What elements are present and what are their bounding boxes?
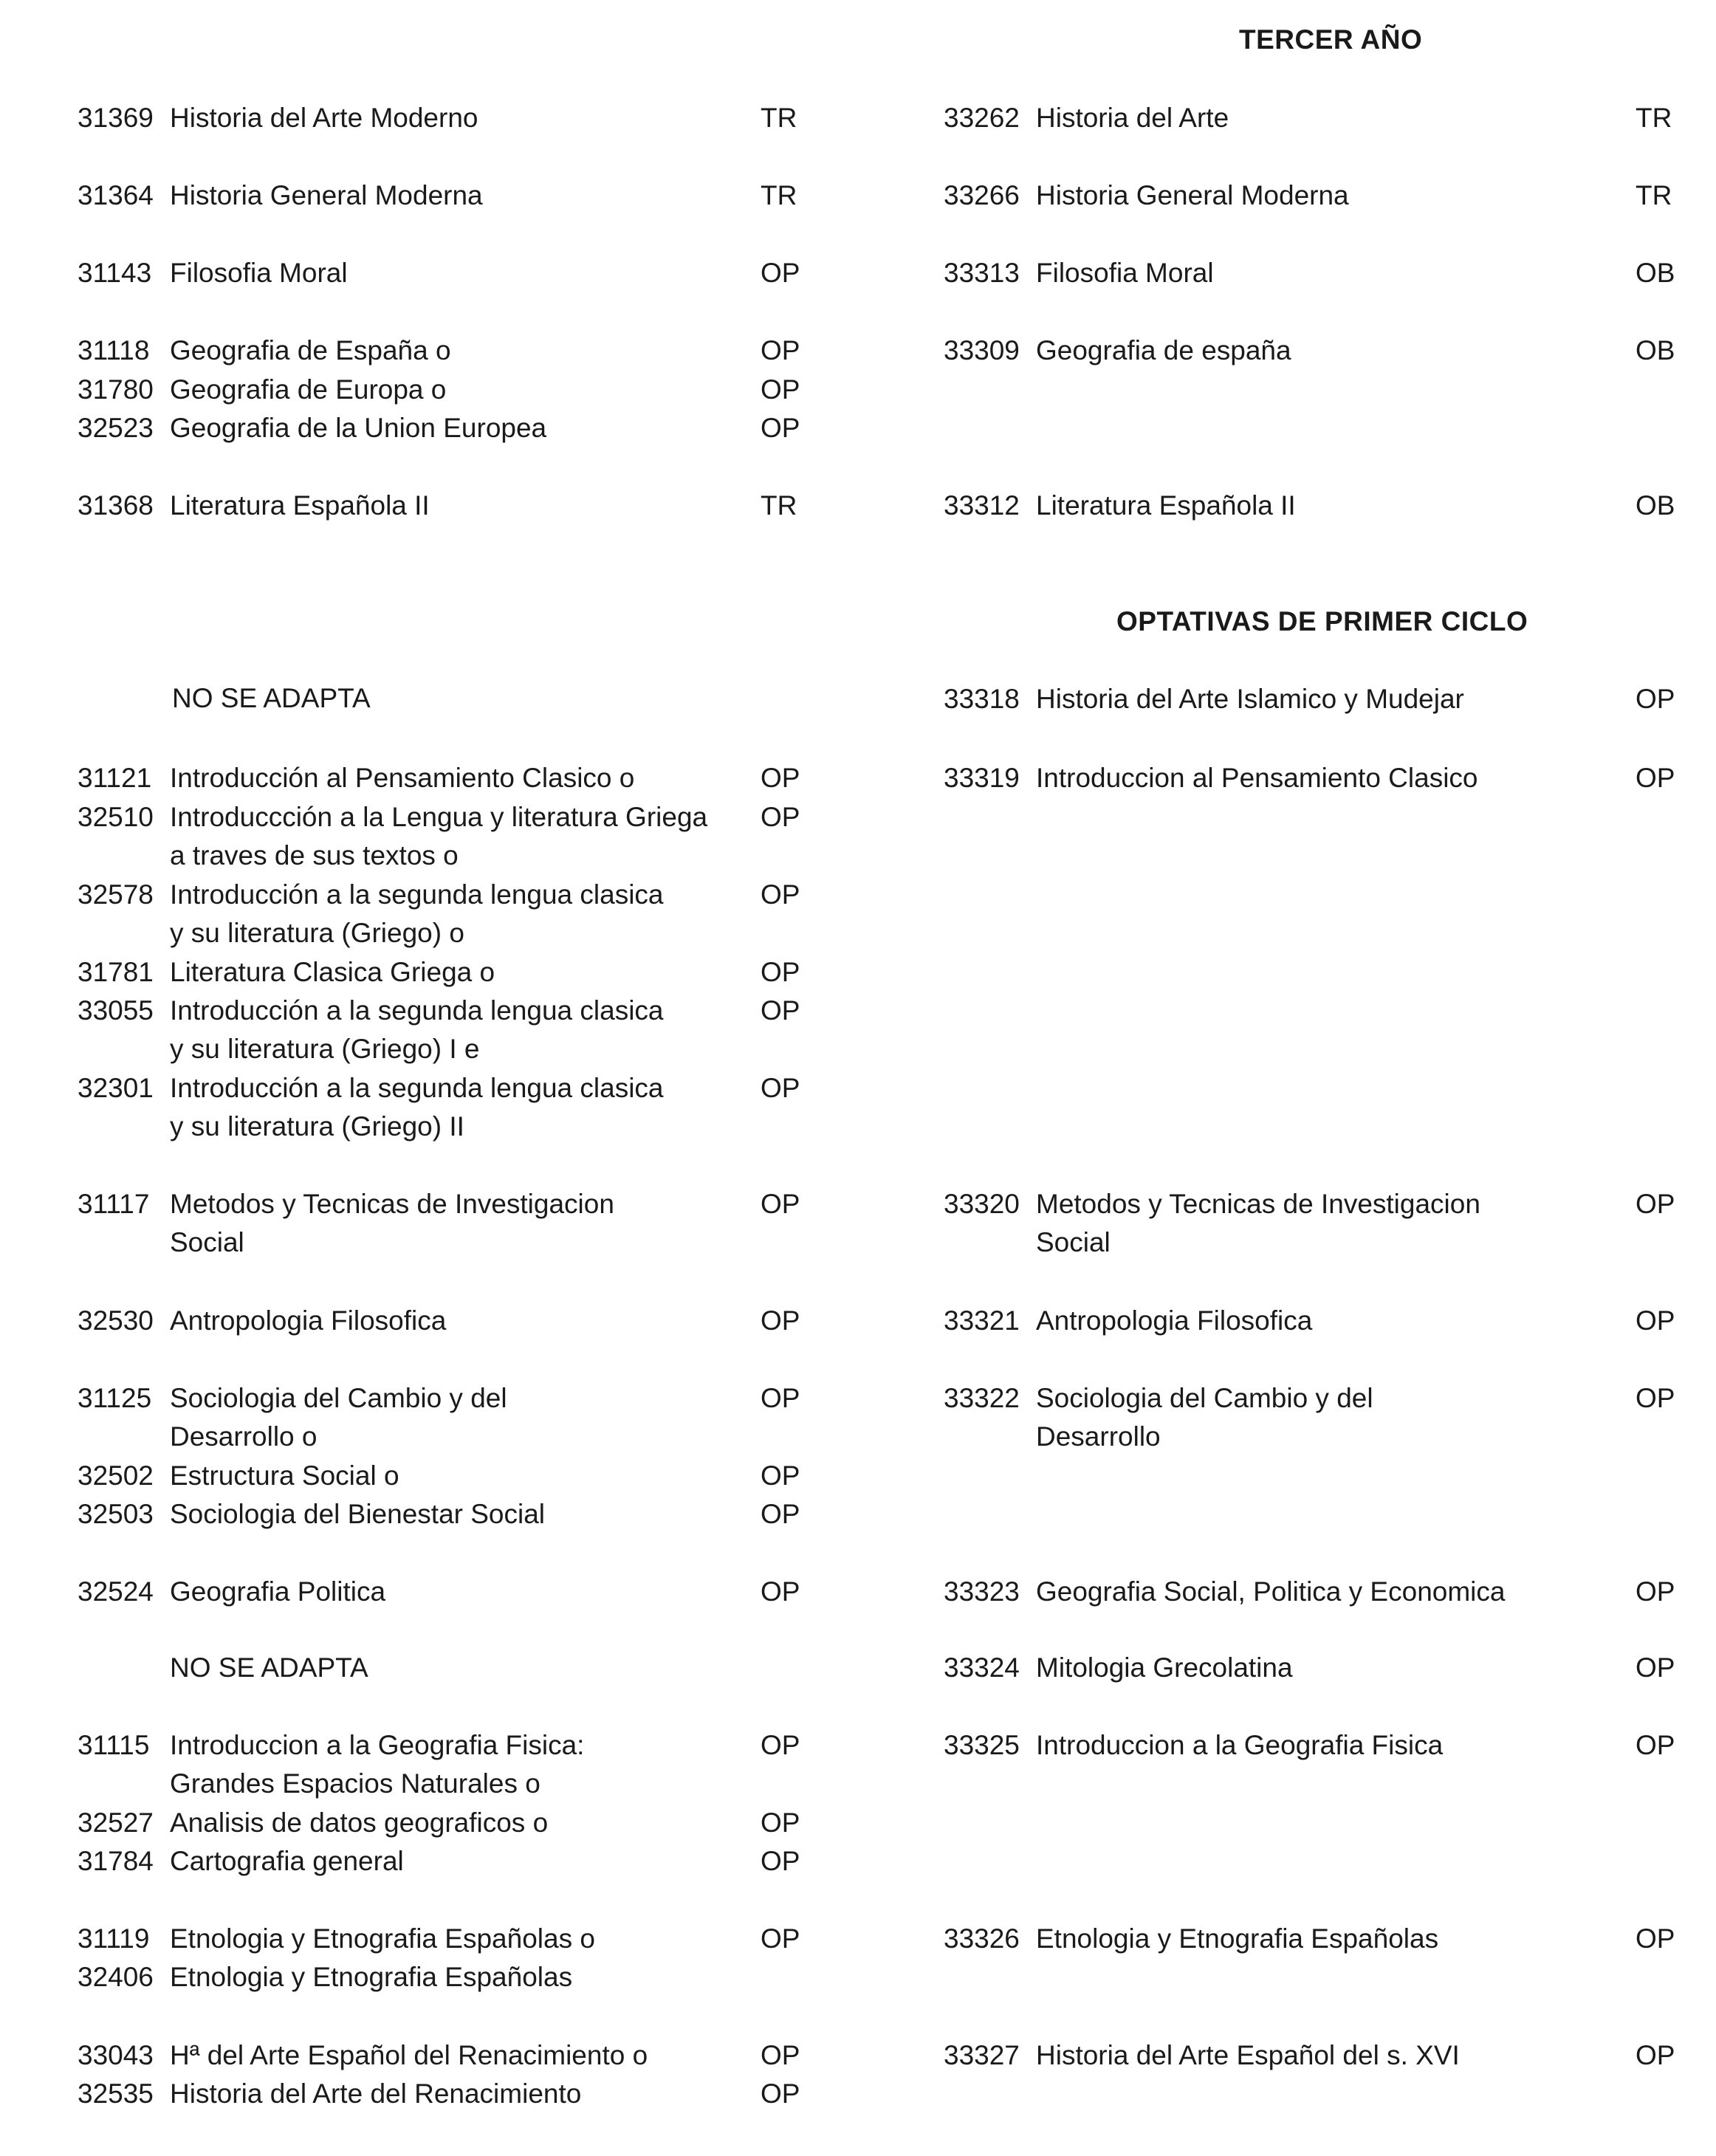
- course-title: Introducción a la segunda lengua clasica: [170, 1073, 664, 1103]
- course-type: OP: [761, 413, 800, 443]
- course-code: 32578: [78, 879, 154, 910]
- note-no-se-adapta: NO SE ADAPTA: [172, 683, 371, 713]
- course-code: 32406: [78, 1962, 154, 1992]
- course-title: Introduccion a la Geografia Fisica:: [170, 1730, 585, 1760]
- course-title: Sociologia del Bienestar Social: [170, 1499, 546, 1529]
- heading-tercer-ano: TERCER AÑO: [1239, 24, 1423, 55]
- course-title: Introducción al Pensamiento Clasico o: [170, 763, 635, 793]
- course-code: 31368: [78, 490, 154, 521]
- course-code: 33327: [944, 2040, 1020, 2070]
- course-type: OP: [1636, 2040, 1675, 2070]
- course-title: Introduccción a la Lengua y literatura Griega: [170, 802, 708, 832]
- course-code: 31364: [78, 180, 154, 210]
- course-type: OP: [761, 802, 800, 832]
- course-code: 33322: [944, 1383, 1020, 1413]
- course-type: OP: [761, 1499, 800, 1529]
- course-title: Literatura Clasica Griega o: [170, 957, 495, 987]
- course-code: 33043: [78, 2040, 154, 2070]
- course-title: Sociologia del Cambio y del: [1036, 1383, 1373, 1413]
- course-title: y su literatura (Griego) II: [170, 1111, 464, 1141]
- course-title: Geografia de España o: [170, 335, 451, 365]
- course-type: OP: [761, 1189, 800, 1219]
- course-title: Grandes Espacios Naturales o: [170, 1768, 540, 1799]
- course-title: y su literatura (Griego) o: [170, 918, 464, 948]
- course-title: Geografia Politica: [170, 1576, 386, 1607]
- course-code: 32524: [78, 1576, 154, 1607]
- course-title: Desarrollo: [1036, 1421, 1161, 1452]
- course-type: TR: [1636, 103, 1672, 133]
- course-type: OP: [1636, 1383, 1675, 1413]
- course-title: Mitologia Grecolatina: [1036, 1652, 1293, 1683]
- course-title: Metodos y Tecnicas de Investigacion: [170, 1189, 614, 1219]
- course-type: OP: [761, 995, 800, 1026]
- course-type: OP: [761, 957, 800, 987]
- course-type: OP: [761, 2078, 800, 2109]
- course-type: OP: [1636, 1923, 1675, 1954]
- course-code: 33325: [944, 1730, 1020, 1760]
- course-title: Desarrollo o: [170, 1421, 318, 1452]
- course-code: 32503: [78, 1499, 154, 1529]
- course-title: Estructura Social o: [170, 1460, 399, 1491]
- heading-optativas-primer-ciclo: OPTATIVAS DE PRIMER CICLO: [1116, 606, 1528, 636]
- course-code: 33320: [944, 1189, 1020, 1219]
- course-title: Etnologia y Etnografia Españolas: [170, 1962, 573, 1992]
- course-code: 33309: [944, 335, 1020, 365]
- course-code: 31781: [78, 957, 154, 987]
- course-code: 31780: [78, 374, 154, 405]
- course-title: Geografia de Europa o: [170, 374, 447, 405]
- course-type: OP: [761, 1576, 800, 1607]
- course-code: 33323: [944, 1576, 1020, 1607]
- course-type: OP: [761, 879, 800, 910]
- course-type: OB: [1636, 258, 1675, 288]
- course-title: Historia del Arte Español del s. XVI: [1036, 2040, 1460, 2070]
- course-type: OP: [761, 1730, 800, 1760]
- course-code: 33324: [944, 1652, 1020, 1683]
- course-code: 33326: [944, 1923, 1020, 1954]
- course-title: Social: [170, 1227, 244, 1257]
- course-title: Antropologia Filosofica: [1036, 1305, 1313, 1336]
- course-type: OP: [1636, 1576, 1675, 1607]
- course-type: TR: [761, 180, 797, 210]
- course-type: OP: [761, 335, 800, 365]
- note-no-se-adapta: NO SE ADAPTA: [170, 1652, 368, 1683]
- course-title: Filosofia Moral: [1036, 258, 1214, 288]
- course-type: OP: [761, 2040, 800, 2070]
- course-title: Introduccion a la Geografia Fisica: [1036, 1730, 1444, 1760]
- course-code: 32527: [78, 1807, 154, 1838]
- course-code: 32301: [78, 1073, 154, 1103]
- course-title: Historia del Arte Moderno: [170, 103, 478, 133]
- course-title: Antropologia Filosofica: [170, 1305, 447, 1336]
- course-code: 31115: [78, 1730, 150, 1760]
- course-title: Historia General Moderna: [1036, 180, 1349, 210]
- course-title: Etnologia y Etnografia Españolas o: [170, 1923, 595, 1954]
- course-type: OP: [1636, 684, 1675, 714]
- course-type: OB: [1636, 490, 1675, 521]
- course-code: 33312: [944, 490, 1020, 521]
- course-type: OP: [1636, 1305, 1675, 1336]
- course-code: 32510: [78, 802, 154, 832]
- course-type: OP: [761, 1305, 800, 1336]
- course-title: Introducción a la segunda lengua clasica: [170, 995, 664, 1026]
- course-type: OP: [761, 1073, 800, 1103]
- course-type: OP: [1636, 1189, 1675, 1219]
- course-title: Introduccion al Pensamiento Clasico: [1036, 763, 1478, 793]
- course-title: Geografia de la Union Europea: [170, 413, 547, 443]
- course-type: OP: [761, 1846, 800, 1876]
- course-code: 31369: [78, 103, 154, 133]
- course-type: OP: [761, 1923, 800, 1954]
- course-type: OP: [761, 374, 800, 405]
- course-code: 33318: [944, 684, 1020, 714]
- course-code: 32530: [78, 1305, 154, 1336]
- course-title: Historia del Arte del Renacimiento: [170, 2078, 582, 2109]
- course-title: Etnologia y Etnografia Españolas: [1036, 1923, 1439, 1954]
- course-code: 31117: [78, 1189, 150, 1219]
- course-code: 33321: [944, 1305, 1020, 1336]
- course-code: 32502: [78, 1460, 154, 1491]
- course-title: Introducción a la segunda lengua clasica: [170, 879, 664, 910]
- course-code: 31125: [78, 1383, 152, 1413]
- course-title: Metodos y Tecnicas de Investigacion: [1036, 1189, 1480, 1219]
- course-title: Filosofia Moral: [170, 258, 348, 288]
- course-type: OB: [1636, 335, 1675, 365]
- course-title: Historia del Arte: [1036, 103, 1229, 133]
- course-type: OP: [1636, 1652, 1675, 1683]
- course-title: Historia del Arte Islamico y Mudejar: [1036, 684, 1464, 714]
- course-type: OP: [761, 763, 800, 793]
- course-code: 33055: [78, 995, 154, 1026]
- course-title: Geografia de españa: [1036, 335, 1291, 365]
- course-title: Literatura Española II: [1036, 490, 1296, 521]
- course-title: Geografia Social, Politica y Economica: [1036, 1576, 1506, 1607]
- course-type: TR: [761, 490, 797, 521]
- course-title: Literatura Española II: [170, 490, 430, 521]
- course-code: 32523: [78, 413, 154, 443]
- course-title: y su literatura (Griego) I e: [170, 1034, 480, 1064]
- course-title: Social: [1036, 1227, 1111, 1257]
- course-title: Cartografia general: [170, 1846, 404, 1876]
- course-type: OP: [761, 258, 800, 288]
- course-title: Analisis de datos geograficos o: [170, 1807, 549, 1838]
- course-code: 31121: [78, 763, 152, 793]
- course-title: Sociologia del Cambio y del: [170, 1383, 507, 1413]
- course-code: 31784: [78, 1846, 154, 1876]
- course-code: 33266: [944, 180, 1020, 210]
- course-code: 31143: [78, 258, 152, 288]
- course-type: OP: [1636, 1730, 1675, 1760]
- course-type: OP: [761, 1807, 800, 1838]
- course-title: Historia General Moderna: [170, 180, 483, 210]
- course-code: 32535: [78, 2078, 154, 2109]
- course-type: OP: [761, 1383, 800, 1413]
- course-title: Hª del Arte Español del Renacimiento o: [170, 2040, 648, 2070]
- course-type: OP: [761, 1460, 800, 1491]
- course-code: 31118: [78, 335, 150, 365]
- course-type: OP: [1636, 763, 1675, 793]
- course-code: 31119: [78, 1923, 150, 1954]
- course-code: 33319: [944, 763, 1020, 793]
- course-code: 33262: [944, 103, 1020, 133]
- course-type: TR: [1636, 180, 1672, 210]
- course-title: a traves de sus textos o: [170, 840, 459, 871]
- course-type: TR: [761, 103, 797, 133]
- course-code: 33313: [944, 258, 1020, 288]
